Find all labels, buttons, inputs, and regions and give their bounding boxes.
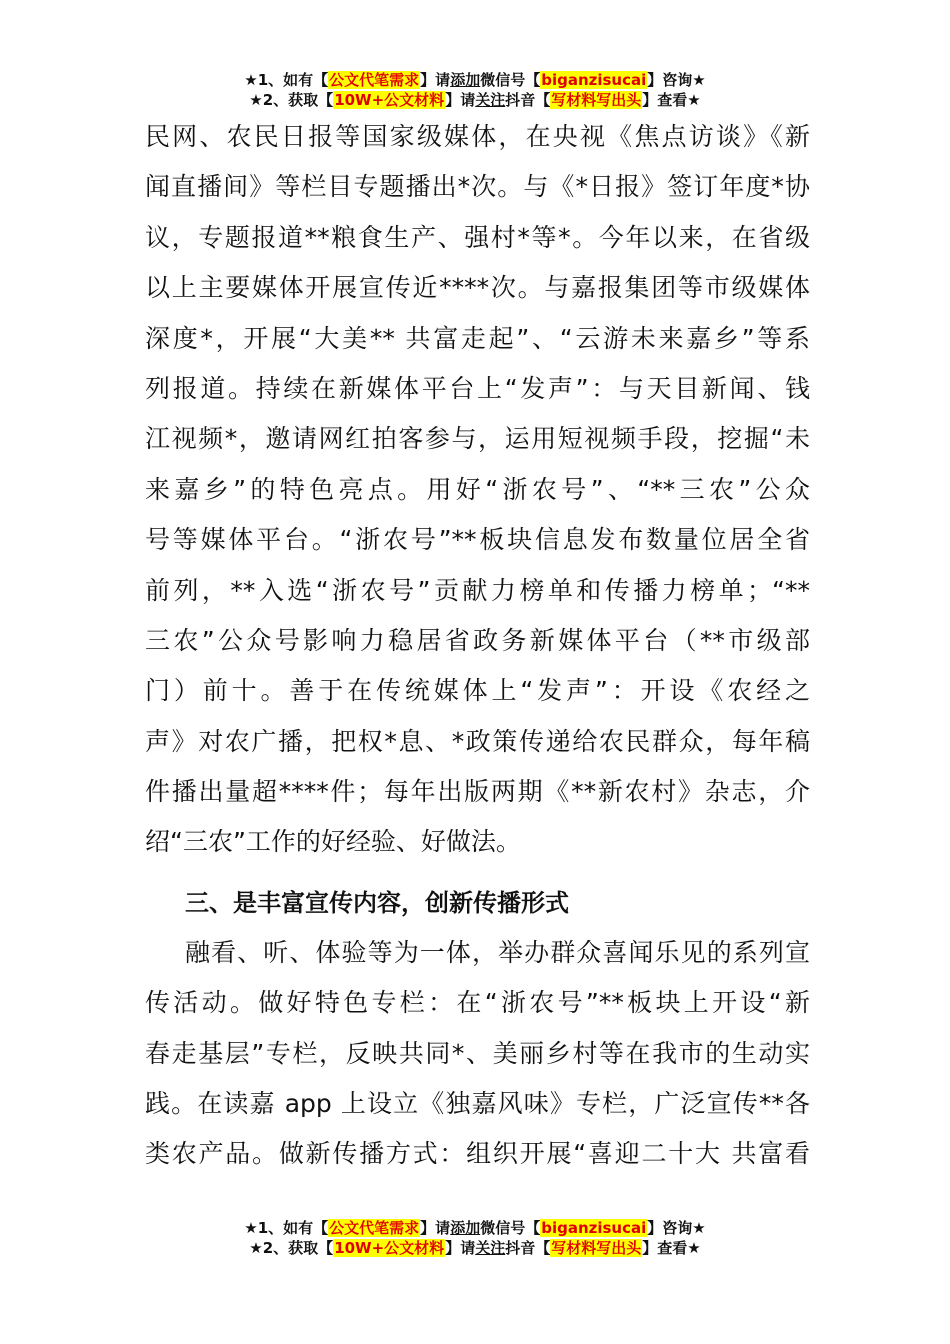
banner-text: 微信号【 bbox=[480, 1219, 541, 1237]
text-line: 民网、农民日报等国家级媒体，在央视《焦点访谈》《新 bbox=[145, 122, 810, 151]
banner-underlined: 添加 bbox=[450, 71, 481, 89]
text-line: 来嘉乡”的特色亮点。用好“浙农号”、“**三农”公众 bbox=[145, 474, 810, 504]
banner-text: 】查看★ bbox=[642, 91, 701, 109]
banner-text: 】查看★ bbox=[642, 1239, 701, 1257]
text-line: 号等媒体平台。“浙农号”**板块信息发布数量位居全省 bbox=[145, 525, 810, 555]
text-line: 践。在读嘉 app 上设立《独嘉风味》专栏，广泛宣传**各 bbox=[145, 1089, 810, 1119]
text-line: 议，专题报道**粮食生产、强村*等*。今年以来，在省级 bbox=[145, 222, 810, 252]
document-body bbox=[145, 112, 810, 1180]
banner-highlight: biganzisucai bbox=[541, 1219, 647, 1237]
banner-highlight: 10W+公文材料 bbox=[334, 1239, 445, 1257]
text-line: 江视频*，邀请网红拍客参与，运用短视频手段，挖掘“未 bbox=[145, 424, 810, 454]
banner-text: 微信号【 bbox=[480, 71, 541, 89]
banner-highlight: 写材料写出头 bbox=[551, 1239, 642, 1257]
top-banner-line-2 bbox=[0, 90, 950, 110]
banner-underlined: 关注 bbox=[475, 91, 506, 109]
banner-underlined: 添加 bbox=[450, 1219, 481, 1237]
banner-highlight: 10W+公文材料 bbox=[334, 91, 445, 109]
text-line: 传活动。做好特色专栏：在“浙农号”**板块上开设“新 bbox=[145, 988, 810, 1018]
text-line: 融看、听、体验等为一体，举办群众喜闻乐见的系列宣 bbox=[185, 937, 810, 967]
text-line: 前列，**入选“浙农号”贡献力榜单和传播力榜单；“** bbox=[145, 575, 810, 605]
top-banner-line-1 bbox=[0, 70, 950, 90]
text-line: 闻直播间》等栏目专题播出*次。与《*日报》签订年度*协 bbox=[145, 172, 810, 202]
banner-text: 】请 bbox=[445, 1239, 476, 1257]
banner-text: 】请 bbox=[420, 71, 451, 89]
banner-text: ★1、如有【 bbox=[244, 71, 329, 89]
paragraph-1 bbox=[145, 112, 810, 868]
banner-text: 】咨询★ bbox=[647, 1219, 706, 1237]
bottom-banner-line-1 bbox=[0, 1218, 950, 1238]
text-line: 春走基层”专栏，反映共同*、美丽乡村等在我市的生动实 bbox=[145, 1038, 810, 1068]
text-line: 列报道。持续在新媒体平台上“发声”：与天目新闻、钱 bbox=[145, 373, 810, 403]
bottom-banner-line-2 bbox=[0, 1238, 950, 1258]
banner-text: 】请 bbox=[445, 91, 476, 109]
banner-highlight: 公文代笔需求 bbox=[329, 1219, 420, 1237]
banner-text: 抖音【 bbox=[505, 1239, 551, 1257]
text-line: 声》对农广播，把权*息、*政策传递给农民群众，每年稿 bbox=[145, 726, 810, 756]
banner-text: 抖音【 bbox=[505, 91, 551, 109]
banner-underlined: 关注 bbox=[475, 1239, 506, 1257]
banner-text: 】咨询★ bbox=[647, 71, 706, 89]
section-heading: 三、是丰富宣传内容，创新传播形式 bbox=[185, 888, 569, 917]
text-line: 绍“三农”工作的好经验、好做法。 bbox=[145, 827, 521, 857]
text-line: 件播出量超****件；每年出版两期《**新农村》杂志，介 bbox=[145, 777, 810, 807]
banner-text: 】请 bbox=[420, 1219, 451, 1237]
banner-highlight: 写材料写出头 bbox=[551, 91, 642, 109]
paragraph-2 bbox=[145, 928, 810, 1180]
banner-text: ★2、获取【 bbox=[249, 1239, 334, 1257]
text-line: 三农”公众号影响力稳居省政务新媒体平台（**市级部 bbox=[145, 625, 810, 655]
banner-text: ★1、如有【 bbox=[244, 1219, 329, 1237]
text-line: 类农产品。做新传播方式：组织开展“喜迎二十大 共富看 bbox=[145, 1139, 810, 1169]
bottom-banner bbox=[0, 1218, 950, 1258]
banner-text: ★2、获取【 bbox=[249, 91, 334, 109]
top-banner bbox=[0, 70, 950, 110]
text-line: 门）前十。善于在传统媒体上“发声”：开设《农经之 bbox=[145, 676, 810, 706]
text-line: 以上主要媒体开展宣传近****次。与嘉报集团等市级媒体 bbox=[145, 273, 810, 303]
banner-highlight: biganzisucai bbox=[541, 71, 647, 89]
banner-highlight: 公文代笔需求 bbox=[329, 71, 420, 89]
text-line: 深度*，开展“大美** 共富走起”、“云游未来嘉乡”等系 bbox=[145, 323, 810, 353]
